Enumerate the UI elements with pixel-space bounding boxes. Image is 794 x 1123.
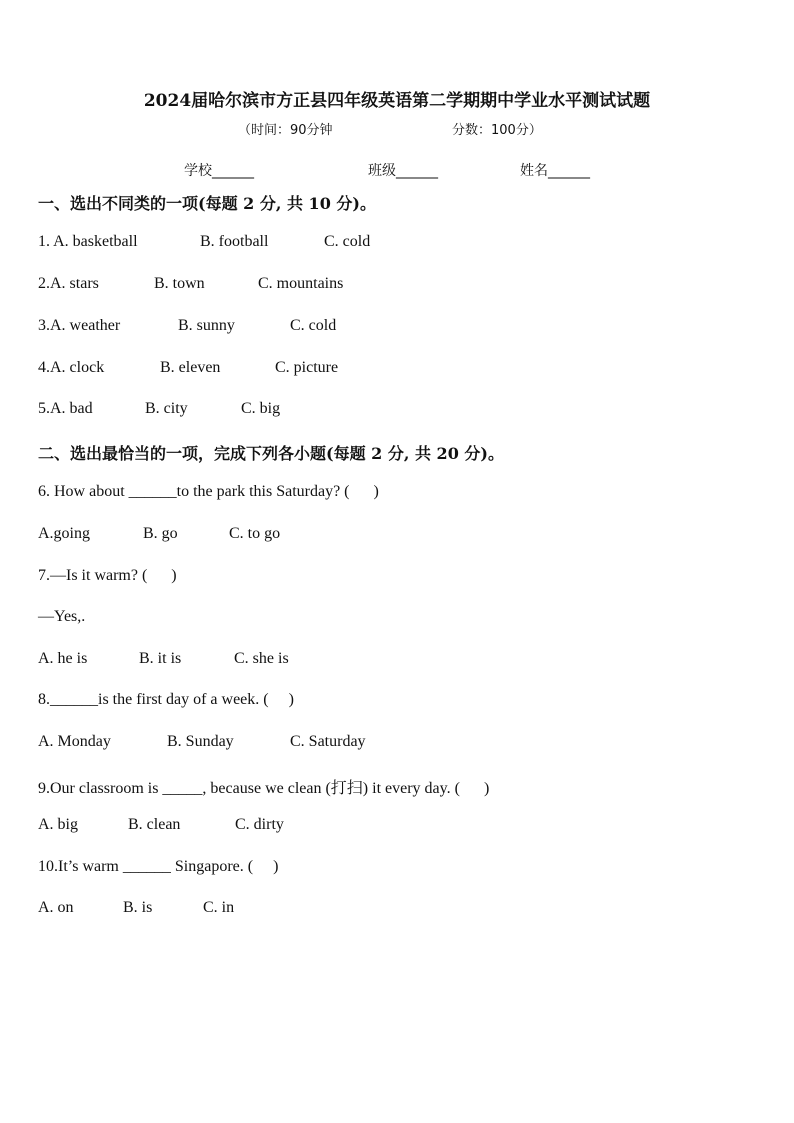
question-5 (38, 400, 758, 420)
question-6: 6. How about ______to the park this Saturday? ( ) (38, 483, 379, 500)
question-9-options (38, 816, 758, 836)
q2-option-b: B. town (154, 275, 205, 292)
question-10: 10.It’s warm ______ Singapore. ( ) (38, 858, 279, 875)
section2-heading: 二、选出最恰当的一项，完成下列各小题(每题 2 分, 共 20 分)。 (38, 444, 504, 463)
question-3 (38, 317, 758, 337)
question-8-options (38, 733, 758, 753)
q6-option-b: B. go (143, 525, 178, 542)
page-title: 2024届哈尔滨市方正县四年级英语第二学期期中学业水平测试试题 (143, 91, 651, 111)
name-field: 姓名______ (520, 163, 590, 179)
q1-option-b: B. football (200, 233, 269, 250)
exam-time: （时间：90分钟 (238, 123, 333, 138)
school-field: 学校______ (184, 163, 254, 179)
q1-option-c: C. cold (324, 233, 371, 250)
q8-option-b: B. Sunday (167, 733, 234, 750)
question-10-options (38, 899, 758, 919)
q4-option-b: B. eleven (160, 359, 221, 376)
q8-option-c: C. Saturday (290, 733, 366, 750)
q5-option-b: B. city (145, 400, 188, 417)
q2-option-c: C. mountains (258, 275, 344, 292)
question-9: 9.Our classroom is _____, because we clean (打扫) it every day. ( ) (38, 780, 490, 797)
question-7: 7.—Is it warm? ( ) (38, 567, 177, 584)
q4-option-c: C. picture (275, 359, 339, 376)
question-4 (38, 359, 758, 379)
q10-option-c: C. in (203, 899, 235, 916)
q7-option-b: B. it is (139, 650, 182, 667)
q9-option-a: A. big (38, 816, 78, 833)
q9-option-b: B. clean (128, 816, 181, 833)
q7-option-a: A. he is (38, 650, 88, 667)
q5-option-a: 5.A. bad (38, 400, 93, 417)
question-2 (38, 275, 758, 295)
question-7-answer: —Yes,. (38, 608, 86, 625)
exam-score: 分数：100分） (452, 123, 542, 138)
question-6-options (38, 525, 758, 545)
question-7-options (38, 650, 758, 670)
q3-option-b: B. sunny (178, 317, 235, 334)
q7-option-c: C. she is (234, 650, 289, 667)
question-1 (38, 233, 758, 253)
q1-option-a: 1. A. basketball (38, 233, 138, 250)
q10-option-b: B. is (123, 899, 153, 916)
q5-option-c: C. big (241, 400, 281, 417)
q9-option-c: C. dirty (235, 816, 284, 833)
q2-option-a: 2.A. stars (38, 275, 99, 292)
q3-option-a: 3.A. weather (38, 317, 121, 334)
q4-option-a: 4.A. clock (38, 359, 105, 376)
q6-option-c: C. to go (229, 525, 281, 542)
q8-option-a: A. Monday (38, 733, 111, 750)
q3-option-c: C. cold (290, 317, 337, 334)
q10-option-a: A. on (38, 899, 74, 916)
question-8: 8.______is the first day of a week. ( ) (38, 691, 294, 708)
class-field: 班级______ (368, 163, 438, 179)
q6-option-a: A.going (38, 525, 90, 542)
section1-heading: 一、选出不同类的一项(每题 2 分, 共 10 分)。 (38, 194, 376, 213)
